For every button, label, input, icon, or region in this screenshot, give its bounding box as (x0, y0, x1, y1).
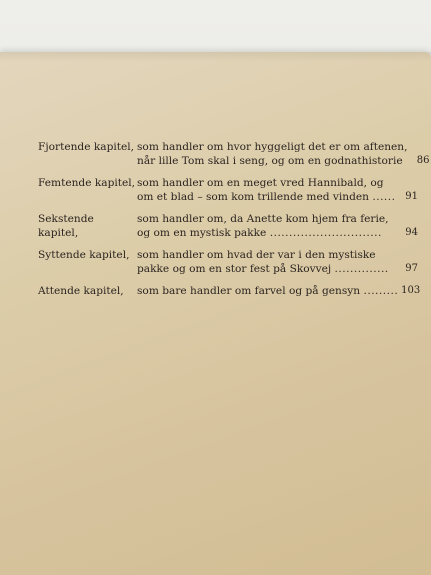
description-text: pakke og om en stor fest på Skovvej (137, 263, 332, 275)
chapter-description (137, 248, 418, 276)
chapter-label: Syttende kapitel, (38, 249, 130, 261)
chapter-description (137, 212, 418, 240)
leader-dots: .............. (334, 263, 389, 275)
leader-dots: ......... (363, 285, 399, 297)
page-number: 97 (405, 263, 418, 274)
description-line (137, 284, 398, 298)
toc-entry (38, 284, 421, 298)
description-line (137, 190, 396, 204)
toc-entry (38, 140, 430, 168)
toc-entry (38, 176, 418, 204)
description-line: som handler om, da Anette kom hjem fra ferie, (137, 213, 389, 225)
description-text: om et blad – som kom trillende med vinden (137, 191, 369, 203)
chapter-description (137, 284, 420, 298)
chapter-label: Fjortende kapitel, (38, 141, 135, 153)
description-line: som handler om hvad der var i den mystiske (137, 249, 376, 261)
description-text: som bare handler om farvel og på gensyn (137, 285, 361, 297)
page-number: 91 (405, 191, 418, 202)
page-number: 103 (401, 285, 421, 296)
chapter-label: Attende kapitel, (38, 285, 124, 297)
leader-dots: ...... (372, 191, 396, 203)
chapter-description (137, 140, 430, 168)
description-text: når lille Tom skal i seng, og om en godnathistorie (137, 155, 403, 167)
description-line: som handler om hvor hyggeligt det er om aftenen, (137, 141, 408, 153)
toc-entry (38, 248, 418, 276)
page-number: 94 (405, 227, 418, 238)
chapter-label: Sekstende kapitel, (38, 213, 94, 239)
description-line (137, 226, 396, 240)
table-of-contents (38, 140, 430, 306)
description-line (137, 262, 396, 276)
chapter-description (137, 176, 418, 204)
leader-dots: ............................. (269, 227, 382, 239)
chapter-label: Femtende kapitel, (38, 177, 136, 189)
description-line (137, 154, 408, 168)
description-text: og om en mystisk pakke (137, 227, 267, 239)
toc-entry (38, 212, 418, 240)
book-page (0, 52, 431, 575)
description-line: som handler om en meget vred Hannibald, og (137, 177, 384, 189)
page-number: 86 (416, 155, 430, 166)
